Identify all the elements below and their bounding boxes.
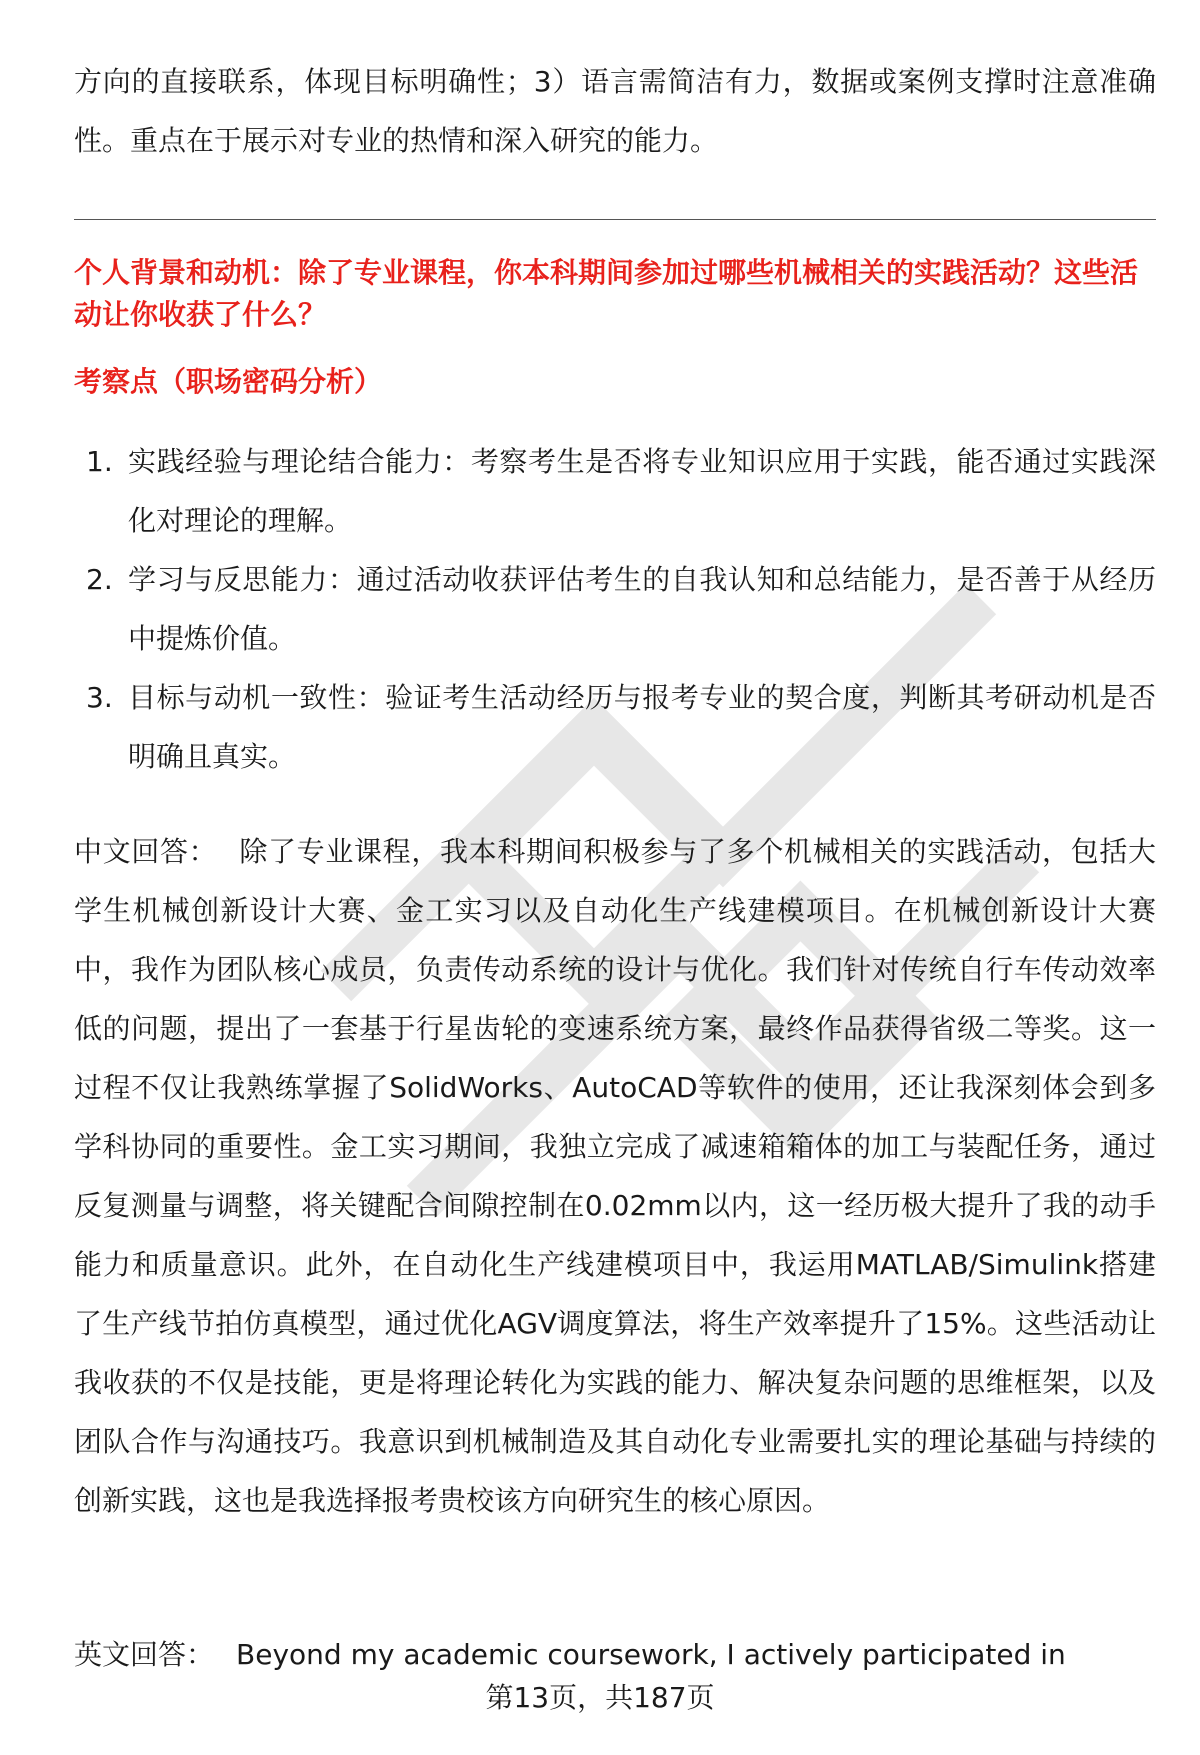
page-number-footer: 第13页，共187页 [485, 1681, 715, 1714]
chinese-answer-text: 除了专业课程，我本科期间积极参与了多个机械相关的实践活动，包括大学生机械创新设计大赛、金工实习以及自动化生产线建模项目。在机械创新设计大赛中，我作为团队核心成员，负责传动系统的设计与优化。我们针对传统自行车传动效率低的问题，提出了一套基于行星齿轮的变速系统方案，最终作品获得省级二等奖。这一过程不仅让我熟练掌握了SolidWorks、AutoCAD等软件的使用，还让我深刻体会到多学科协同的重要性。金工实习期间，我独立完成了减速箱箱体的加工与装配任务，通过反复测量与调整，将关键配合间隙控制在0.02mm以内，这一经历极大提升了我的动手能力和质量意识。此外，在自动化生产线建模项目中，我运用MATLAB/Simulink搭建了生产线节拍仿真模型，通过优化AGV调度算法，将生产效率提升了15%。这些活动让我收获的不仅是技能，更是将理论转化为实践的能力、解决复杂问题的思维框架，以及团队合作与沟通技巧。我意识到机械制造及其自动化专业需要扎实的理论基础与持续的创新实践，这也是我选择报考贵校该方向研究生的核心原因。 [74, 835, 1156, 1517]
english-answer-text: Beyond my academic coursework, I actively participated in [236, 1638, 1066, 1671]
evaluation-point [74, 550, 1156, 668]
point-text: 目标与动机一致性：验证考生活动经历与报考专业的契合度，判断其考研动机是否明确且真实。 [128, 681, 1156, 773]
point-number: 1. [86, 445, 113, 478]
question-heading: 个人背景和动机：除了专业课程，你本科期间参加过哪些机械相关的实践活动？这些活动让你收获了什么？ [74, 256, 1139, 331]
section-divider [74, 219, 1156, 220]
evaluation-points-list [74, 432, 1156, 786]
point-text: 实践经验与理论结合能力：考察考生是否将专业知识应用于实践，能否通过实践深化对理论的理解。 [128, 445, 1156, 537]
evaluation-point [74, 668, 1156, 786]
evaluation-point [74, 432, 1156, 550]
point-number: 3. [86, 681, 113, 714]
point-number: 2. [86, 563, 113, 596]
intro-paragraph: 方向的直接联系，体现目标明确性；3）语言需简洁有力，数据或案例支撑时注意准确性。重点在于展示对专业的热情和深入研究的能力。 [74, 65, 1156, 157]
chinese-answer [74, 822, 1156, 1530]
chinese-answer-label: 中文回答： [74, 835, 218, 868]
english-answer-label: 英文回答： [74, 1638, 215, 1671]
evaluation-points-heading: 考察点（职场密码分析） [74, 365, 383, 398]
point-text: 学习与反思能力：通过活动收获评估考生的自我认知和总结能力，是否善于从经历中提炼价值。 [128, 563, 1156, 655]
